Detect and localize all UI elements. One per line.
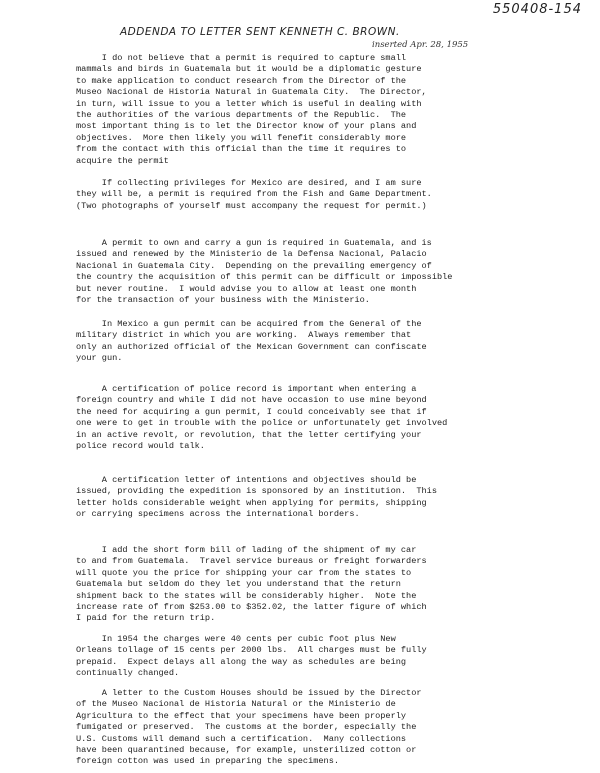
document-title: ADDENDA TO LETTER SENT KENNETH C. BROWN. bbox=[120, 26, 400, 38]
text-line: objectives. More then likely you will fenefit considerably more bbox=[76, 132, 407, 143]
text-line: increase rate of from $253.00 to $352.02, the latter figure of which bbox=[76, 602, 427, 613]
text-line: for the transaction of your business with the Ministerio. bbox=[76, 295, 370, 306]
text-line: only an authorized official of the Mexican Government can confiscate bbox=[76, 341, 427, 352]
text-line: A permit to own and carry a gun is required in Guatemala, and is bbox=[76, 238, 432, 248]
text-line: fumigated or preserved. The customs at the border, especially the bbox=[76, 722, 417, 733]
text-line: I do not believe that a permit is required to capture small bbox=[76, 53, 407, 63]
text-line: Orleans tollage of 15 cents per 2000 lbs. All charges must be fully bbox=[76, 645, 427, 656]
text-line: they will be, a permit is required from the Fish and Game Department. bbox=[76, 189, 432, 200]
text-line: but never routine. I would advise you to allow at least one month bbox=[76, 283, 417, 294]
text-line: most important thing is to let the Director know of your plans and bbox=[76, 121, 417, 132]
text-line: In 1954 the charges were 40 cents per cubic foot plus New bbox=[76, 634, 396, 644]
text-line: the need for acquiring a gun permit, I could conceivably see that if bbox=[76, 406, 427, 417]
text-line: I paid for the return trip. bbox=[76, 613, 216, 624]
text-line: in an active revolt, or revolution, that the letter certifying your bbox=[76, 429, 422, 440]
paragraph-gun-permit-mexico bbox=[76, 319, 576, 365]
paragraph-certification-letter bbox=[76, 475, 576, 521]
text-line: U.S. Customs will demand such a certification. Many collections bbox=[76, 733, 407, 744]
text-line: foreign country and while I did not have occasion to use mine beyond bbox=[76, 395, 427, 406]
paragraph-bill-of-lading bbox=[76, 545, 576, 625]
text-line: A certification of police record is important when entering a bbox=[76, 384, 417, 394]
text-line: mammals and birds in Guatemala but it would be a diplomatic gesture bbox=[76, 64, 422, 75]
text-line: (Two photographs of yourself must accompany the request for permit.) bbox=[76, 200, 427, 211]
text-line: continually changed. bbox=[76, 668, 180, 679]
text-line: will quote you the price for shipping your car from the states to bbox=[76, 567, 412, 578]
text-line: police record would talk. bbox=[76, 441, 205, 452]
text-line: foreign cotton was used in preparing the specimens. bbox=[76, 756, 340, 767]
paragraph-gun-permit-guatemala bbox=[76, 238, 576, 306]
paragraph-permit-guatemala bbox=[76, 53, 576, 167]
text-line: Agricultura to the effect that your specimens have been properly bbox=[76, 710, 407, 721]
text-line: military district in which you are working. Always remember that bbox=[76, 330, 412, 341]
paragraph-police-record bbox=[76, 384, 576, 452]
text-line: If collecting privileges for Mexico are desired, and I am sure bbox=[76, 178, 422, 188]
inserted-date-note: inserted Apr. 28, 1955 bbox=[372, 40, 469, 50]
text-line: from the contact with this official than the time it requires to bbox=[76, 144, 407, 155]
text-line: or carrying specimens across the international borders. bbox=[76, 509, 360, 520]
text-line: acquire the permit bbox=[76, 155, 169, 166]
text-line: I add the short form bill of lading of the shipment of my car bbox=[76, 545, 417, 555]
paragraph-shipping-charges bbox=[76, 634, 576, 680]
document-id: 550408-154 bbox=[492, 2, 582, 17]
text-line: in turn, will issue to you a letter which is useful in dealing with bbox=[76, 98, 422, 109]
text-line: In Mexico a gun permit can be acquired from the General of the bbox=[76, 319, 422, 329]
text-line: issued and renewed by the Ministerio de la Defensa Nacional, Palacio bbox=[76, 249, 427, 260]
text-line: to and from Guatemala. Travel service bureaus or freight forwarders bbox=[76, 556, 427, 567]
text-line: Guatemala but seldom do they let you understand that the return bbox=[76, 579, 401, 590]
text-line: one were to get in trouble with the police or unfortunately get involved bbox=[76, 418, 448, 429]
text-line: shipment back to the states will be considerably higher. Note the bbox=[76, 590, 417, 601]
paragraph-permit-mexico bbox=[76, 178, 576, 212]
text-line: A letter to the Custom Houses should be issued by the Director bbox=[76, 688, 422, 698]
paragraph-custom-houses bbox=[76, 688, 576, 768]
text-line: the country the acquisition of this permit can be difficult or impossible bbox=[76, 272, 453, 283]
text-line: prepaid. Expect delays all along the way as schedules are being bbox=[76, 656, 407, 667]
text-line: Museo Nacional de Historia Natural in Guatemala City. The Director, bbox=[76, 87, 427, 98]
text-line: have been quarantined because, for example, unsterilized cotton or bbox=[76, 745, 417, 756]
text-line: issued, providing the expedition is sponsored by an institution. This bbox=[76, 486, 437, 497]
text-line: the authorities of the various departments of the Republic. The bbox=[76, 110, 407, 121]
text-line: letter holds considerable weight when applying for permits, shipping bbox=[76, 497, 427, 508]
text-line: of the Museo Nacional de Historia Natural or the Ministerio de bbox=[76, 699, 396, 710]
text-line: your gun. bbox=[76, 353, 123, 364]
text-line: Nacional in Guatemala City. Depending on the prevailing emergency of bbox=[76, 260, 432, 271]
text-line: to make application to conduct research from the Director of the bbox=[76, 75, 407, 86]
text-line: A certification letter of intentions and objectives should be bbox=[76, 475, 417, 485]
